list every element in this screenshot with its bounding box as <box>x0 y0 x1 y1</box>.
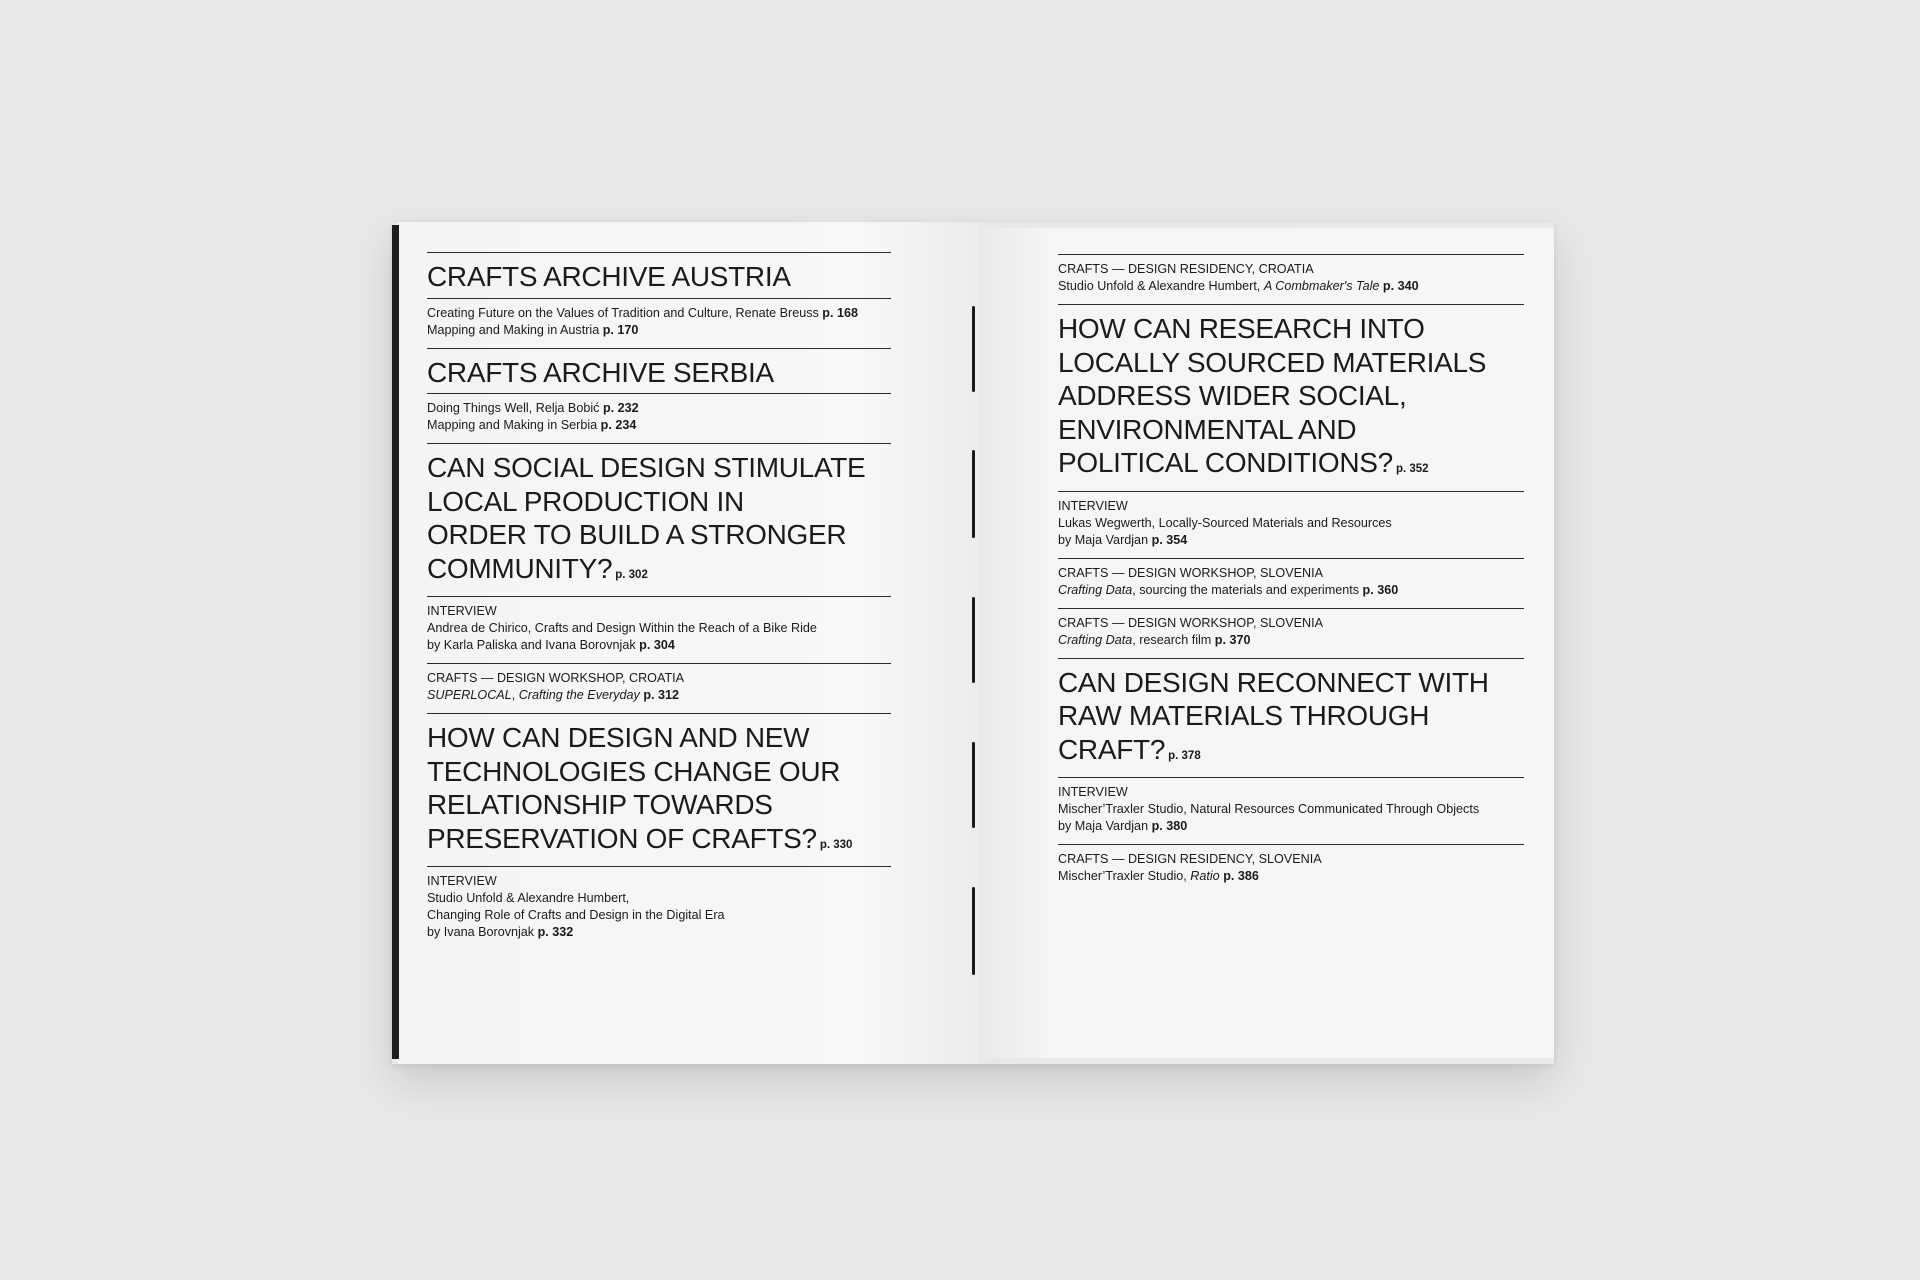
title-line: ADDRESS WIDER SOCIAL, <box>1058 380 1407 411</box>
contents-entry[interactable] <box>1058 845 1524 894</box>
page-number: p. 330 <box>819 838 853 851</box>
entry-text: , research film <box>1132 632 1212 647</box>
title-line: LOCALLY SOURCED MATERIALS <box>1058 346 1487 378</box>
page-number: p. 312 <box>643 688 680 702</box>
entry-tag: INTERVIEW <box>1058 498 1128 513</box>
entry-text: Mischer’Traxler Studio, Natural Resources Communicated Through Objects <box>1058 802 1480 816</box>
contents-entry[interactable] <box>1058 609 1524 658</box>
title-line: ORDER TO BUILD A STRONGER <box>427 519 847 550</box>
contents-entry[interactable] <box>427 597 891 663</box>
entry-text: by Ivana Borovnjak <box>427 925 535 939</box>
contents-entry[interactable] <box>427 867 891 950</box>
question-title-new-technologies <box>427 714 891 866</box>
entry-text: Mapping and Making in Austria <box>427 322 600 337</box>
binding-stitch <box>972 742 975 828</box>
entry-text: Doing Things Well, Relja Bobić <box>427 401 600 415</box>
entry-tag: CRAFTS — DESIGN RESIDENCY, SLOVENIA <box>1058 852 1322 866</box>
title-line: CAN SOCIAL DESIGN STIMULATE <box>427 452 866 483</box>
binding-stitch <box>972 597 975 683</box>
entry-tag: INTERVIEW <box>427 874 497 888</box>
binding-stitch <box>972 887 975 975</box>
title-line: RELATIONSHIP TOWARDS <box>427 789 773 820</box>
contents-entry-group <box>427 394 891 443</box>
title-line: CAN DESIGN RECONNECT WITH <box>1058 666 1489 698</box>
entry-text: Creating Future on the Values of Tradition and Culture, Renate Breuss <box>427 305 819 320</box>
page-number: p. 332 <box>537 925 574 939</box>
page-number: p. 232 <box>602 401 639 415</box>
contents-entry[interactable] <box>1058 255 1524 304</box>
entry-tag: INTERVIEW <box>427 604 497 618</box>
title-line: HOW CAN RESEARCH INTO <box>1058 313 1425 344</box>
page-number: p. 370 <box>1214 632 1251 647</box>
entry-text: Mapping and Making in Serbia <box>427 418 598 432</box>
page-number: p. 234 <box>600 418 637 432</box>
section-title-crafts-archive-serbia: CRAFTS ARCHIVE SERBIA <box>427 356 774 388</box>
contents-entry-group <box>427 299 891 348</box>
entry-tag: CRAFTS — DESIGN WORKSHOP, CROATIA <box>427 671 685 685</box>
entry-text: Andrea de Chirico, Crafts and Design Within the Reach of a Bike Ride <box>427 621 817 635</box>
contents-entry[interactable] <box>1058 778 1524 844</box>
contents-entry[interactable] <box>427 322 891 339</box>
page-number: p. 340 <box>1382 279 1419 293</box>
entry-text: by Karla Paliska and Ivana Borovnjak <box>427 638 636 652</box>
section-title-crafts-archive-austria: CRAFTS ARCHIVE AUSTRIA <box>427 261 791 292</box>
title-line: PRESERVATION OF CRAFTS? <box>427 822 817 854</box>
page-number: p. 386 <box>1223 869 1259 883</box>
binding-stitch <box>972 450 975 538</box>
contents-entry[interactable] <box>427 305 891 322</box>
contents-entry[interactable] <box>1058 492 1524 558</box>
page-number: p. 360 <box>1362 582 1399 597</box>
entry-title-italic: A Combmaker's Tale <box>1263 279 1380 293</box>
page-number: p. 170 <box>602 322 639 337</box>
title-line: COMMUNITY? <box>427 552 613 584</box>
entry-title-italic: SUPERLOCAL <box>427 688 512 702</box>
title-line: RAW MATERIALS THROUGH <box>1058 700 1430 731</box>
entry-title-italic: Crafting the Everyday <box>518 688 640 702</box>
entry-title-italic: Crafting Data <box>1058 582 1133 597</box>
entry-tag: INTERVIEW <box>1058 785 1128 799</box>
entry-text: , sourcing the materials and experiments <box>1132 582 1360 597</box>
entry-tag: CRAFTS — DESIGN WORKSHOP, SLOVENIA <box>1058 565 1323 580</box>
page-number: p. 302 <box>615 568 648 581</box>
page-number: p. 304 <box>639 638 675 652</box>
left-contents-column <box>427 252 891 950</box>
entry-text: Lukas Wegwerth, Locally-Sourced Materials and Resources <box>1058 515 1392 530</box>
entry-text: Studio Unfold & Alexandre Humbert, <box>427 891 630 905</box>
page-number: p. 380 <box>1151 819 1188 833</box>
title-line: LOCAL PRODUCTION IN <box>427 485 744 517</box>
entry-tag: CRAFTS — DESIGN WORKSHOP, SLOVENIA <box>1058 615 1323 630</box>
contents-entry[interactable] <box>427 664 891 713</box>
entry-tag: CRAFTS — DESIGN RESIDENCY, CROATIA <box>1058 262 1314 276</box>
entry-text: Mischer’Traxler Studio, <box>1058 869 1191 883</box>
entry-title-italic: Crafting Data <box>1058 632 1133 647</box>
binding-stitch <box>972 306 975 392</box>
contents-entry[interactable] <box>1058 559 1524 608</box>
title-line: HOW CAN DESIGN AND NEW <box>427 722 810 753</box>
page-number: p. 168 <box>822 305 858 320</box>
question-title-raw-materials <box>1058 659 1524 778</box>
title-line: POLITICAL CONDITIONS? <box>1058 447 1393 478</box>
booklet-spine-edge <box>392 225 399 1059</box>
entry-text: Changing Role of Crafts and Design in the Digital Era <box>427 908 725 922</box>
title-line: TECHNOLOGIES CHANGE OUR <box>427 755 841 787</box>
entry-text: by Maja Vardjan <box>1058 532 1149 547</box>
title-line: ENVIRONMENTAL AND <box>1058 413 1357 445</box>
title-line: CRAFT? <box>1058 733 1166 765</box>
page-number: p. 378 <box>1168 749 1201 762</box>
contents-entry[interactable] <box>427 400 891 417</box>
question-title-locally-sourced-materials <box>1058 305 1524 491</box>
page-number: p. 354 <box>1151 532 1188 547</box>
page-number: p. 352 <box>1395 463 1429 475</box>
contents-entry[interactable] <box>427 417 891 434</box>
right-contents-column <box>1058 254 1524 894</box>
question-title-social-design <box>427 444 891 596</box>
entry-text: by Maja Vardjan <box>1058 819 1149 833</box>
entry-text: Studio Unfold & Alexandre Humbert, <box>1058 279 1264 293</box>
entry-title-italic: Ratio <box>1190 869 1220 883</box>
entry-text: , <box>511 688 519 702</box>
